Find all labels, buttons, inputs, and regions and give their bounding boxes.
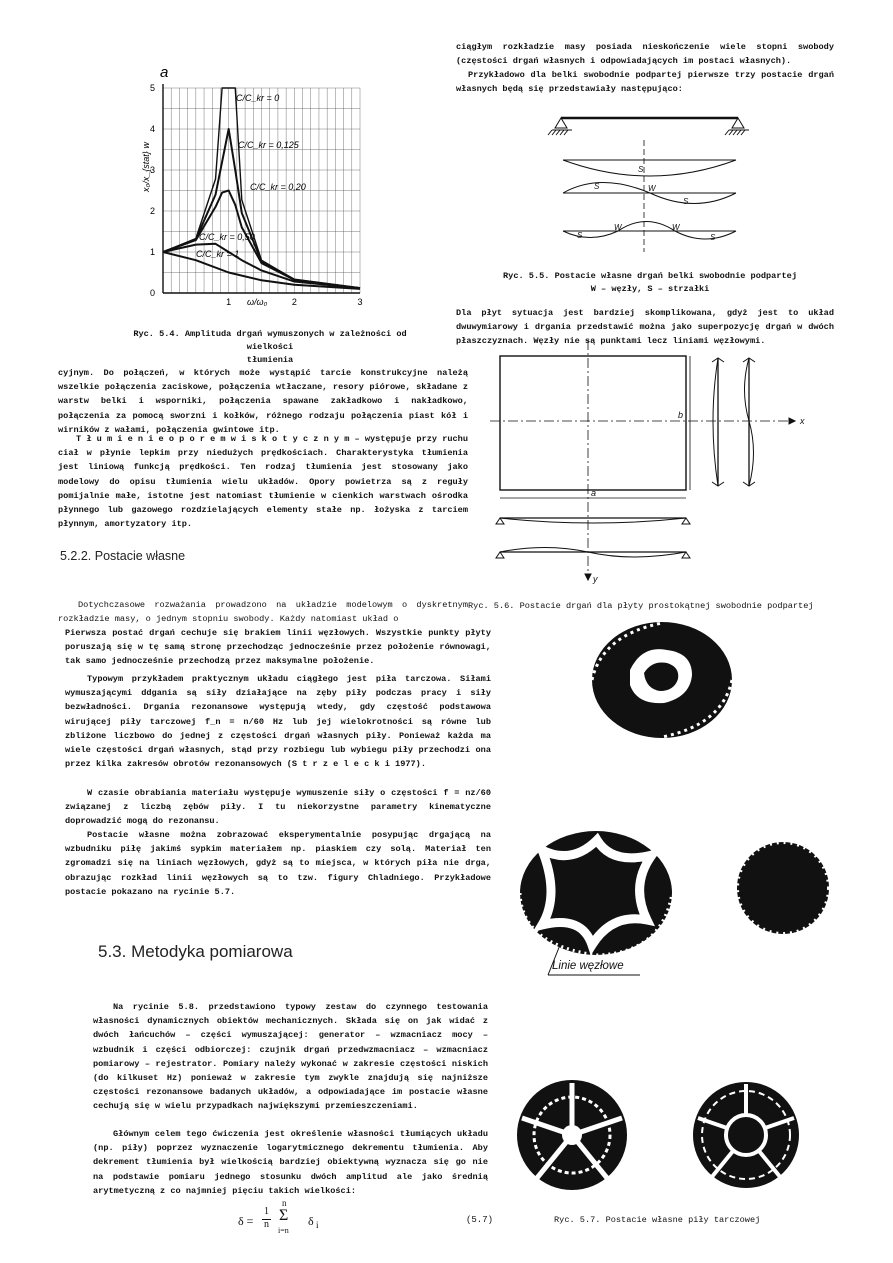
beam-label-w3: W xyxy=(672,223,680,232)
plate-label-x: x xyxy=(800,416,805,426)
nodal-lines-label: Linie węzłowe xyxy=(552,960,624,972)
x-tick-label: 3 xyxy=(357,297,363,307)
right-para-1: ciągłym rozkładzie masy posiada nieskończenie wiele stopni swobody (częstości drgań własnych i odpowiadających im postaci własnych). xyxy=(456,42,834,67)
eq-term: δ xyxy=(308,1214,314,1228)
right-para-2: Przykładowo dla belki swobodnie podpartej pierwsze trzy postacie drgań własnych będą się przedstawiały następująco: xyxy=(456,70,834,95)
y-tick-label: 4 xyxy=(149,124,155,134)
left-para-2: T ł u m i e n i e o p o r e m w i s k o t y c z n y m – występuje przy ruchu ciał w płynie lepkim przy niedużych prędkościach. Charakterystyka tłumienia jest liniową funkcją prędkości. Ten rodzaj tłumienia jest stosowany jako modelowy do opisu tłumienia wielu układów. Opory powietrza są z reguły pomijalnie małe, istotne jest natomiast tłumienie w cienkich warstwach ośrodka płynnego lub gazowego rozdzielających elementy stałe np. łożyska z tarciem płynnym, amortyzatory itp. xyxy=(58,434,468,530)
plate-label-y: y xyxy=(593,574,598,584)
eq-sum-bot: i=n xyxy=(278,1226,289,1235)
left-para-3: Dotychczasowe rozważania prowadzono na układzie modelowym o dyskretnym rozkładzie masy, o jednym stopniu swobody. Każdy natomiast układ o xyxy=(58,600,468,625)
fig54-caption: Ryc. 5.4. Amplituda drgań wymuszonych w zależności od wielkości tłumienia xyxy=(133,329,407,365)
curve-label-0125: C/C_kr = 0,125 xyxy=(238,140,299,150)
chart-ylabel-a: a xyxy=(160,64,169,81)
x-tick-label: 2 xyxy=(291,297,297,307)
y-tick-label: 0 xyxy=(149,288,155,298)
left-para-6: W czasie obrabiania materiału występuje wymuszenie siły o częstości f = nz/60 związanej z liczbą zębów piły. I tu niekorzystne parametry kinematyczne doprowadzić mogą do rezonansu. xyxy=(65,788,491,827)
y-tick-label: 1 xyxy=(149,247,155,257)
left-para-9: Głównym celem tego ćwiczenia jest określenie własności tłumiących układu (np. piły) poprzez wyznaczenie logarytmicznego dekrementu tłumienia. Aby dekrement tłumienia był wielkością bardziej obiektywną wyznacza się go nie na podstawie pomiaru jednego stosunku dwóch amplitud ale jako średnią arytmetyczną z co najmniej pięciu takich wielkości: xyxy=(93,1129,488,1196)
plate-label-a: a xyxy=(591,488,597,498)
left-para-5: Typowym przykładem praktycznym układu ciągłego jest piła tarczowa. Siłami wymuszającymi ddgania są siły działające na zęby piły podczas pracy i siły bezwładności. Drgania rezonansowe występują wtedy, gdy częstość podstawowa wirującej piły tarczowej f_n = n/60 Hz lub jej wielokrotności są równe lub zbliżone liczbowo do jednej z częstości drgań własnych piły. Ponieważ każda ma wiele częstości drgań własnych, stąd przy rozbiegu lub wybiegu piły przechodzi ona przez kilka zakresów obrotów rezonansowych (S t r z e l e c k i 1977). xyxy=(65,674,491,770)
eq-frac-den: n xyxy=(264,1219,269,1230)
left-para-8: Na rycinie 5.8. przedstawiono typowy zestaw do czynnego testowania własności dynamicznych obiektów mechanicznych. Składa się on jak widać z dwóch łańcuchów – części wymuszającej: generator – wzmacniacz mocy – wzbudnik i części odbiorczej: czujnik drgań przedwzmacniacz – wzmacniacz pomiarowy – rejestrator. Pomiary należy wykonać w zakresie częstości niskich (do kilkuset Hz) ponieważ w zakresie tym zwykle znajdują się najniższe częstości rezonansowe badanych układów, a odpowiadające im postacie własne cechują się w wielu przypadkach największymi przemieszczeniami. xyxy=(93,1002,488,1112)
eq-sum: Σ xyxy=(279,1207,289,1224)
fig56-caption: Ryc. 5.6. Postacie drgań dla płyty prostokątnej swobodnie podpartej xyxy=(468,601,814,611)
eq-frac-num: 1 xyxy=(264,1206,269,1217)
eq-lhs: δ = xyxy=(238,1214,257,1228)
beam-label-w2: W xyxy=(614,223,622,232)
plate-label-b: b xyxy=(678,410,684,420)
left-para-4: Pierwsza postać drgań cechuje się brakiem linii węzłowych. Wszystkie punkty płyty poruszają się w tę samą stronę przechodząc jednocześnie przez położenie równowagi, tak samo jednocześnie przechodzą przez maksymalne położenie. xyxy=(65,628,491,667)
curve-label-050: C/C_kr = 0,50 xyxy=(199,232,255,242)
left-para-1: cyjnym. Do połączeń, w których może wystąpić tarcie konstrukcyjne należą wszelkie połączenia zaciskowe, połączenia wtłaczane, resory piórowe, składane z warstw belki i wsporniki, połączenia spawane zakładkowo i nakładkowo, połączenia za pomocą sworzni i kołków, różnego rodzaju połączenia piast kół i wirników z wałami, połączenia gwintowe itp. xyxy=(58,368,468,435)
beam-label-s2: S xyxy=(594,182,600,191)
chart-yaxis-title: x₀/x_{stat} w xyxy=(141,142,151,192)
fig57-caption: Ryc. 5.7. Postacie własne piły tarczowej xyxy=(554,1215,761,1225)
equation-number: (5.7) xyxy=(466,1215,494,1225)
saw-disc-4 xyxy=(517,1080,627,1190)
chart-xaxis-title: ω/ω₀ xyxy=(247,297,268,307)
y-tick-label: 3 xyxy=(149,165,155,175)
beam-label-s3: S xyxy=(683,197,689,206)
curve-label-0: C/C_kr = 0 xyxy=(236,93,280,103)
beam-label-s1: S xyxy=(638,165,644,174)
right-para-3: Dla płyt sytuacja jest bardziej skomplikowana, gdyż jest to układ dwuwymiarowy i drgania przedstawić można jako superpozycję drgań w dwóch płaszczyznach. Węzły nie są punktami lecz liniami węzłowymi. xyxy=(456,308,834,347)
curve-label-020: C/C_kr = 0,20 xyxy=(250,182,306,192)
beam-label-w1: W xyxy=(648,184,656,193)
y-tick-label: 5 xyxy=(149,83,155,93)
curve-label-1: C/C_kr = 1 xyxy=(196,249,240,259)
saw-disc-5 xyxy=(693,1082,799,1188)
left-para-7: Postacie własne można zobrazować eksperymentalnie posypując drgającą na wzbudniku piłę jakimś sypkim materiałem np. piaskiem czy solą. Materiał ten zgromadzi się na liniach węzłowych, gdyż są to miejsca, w których piła nie drga, obrazując rozkład linii węzłowych są to tzw. figury Chladniego. Przykładowe postacie pokazano na rycinie 5.7. xyxy=(65,830,491,897)
section-heading-53: 5.3. Metodyka pomiarowa xyxy=(98,942,293,961)
x-tick-label: 1 xyxy=(226,297,232,307)
eq-sum-top: n xyxy=(282,1198,287,1208)
beam-label-s4: S xyxy=(577,231,583,240)
beam-label-s5: S xyxy=(710,233,716,242)
fig55-caption: Ryc. 5.5. Postacie własne drgań belki swobodnie podpartej W – węzły, S – strzałki xyxy=(503,271,797,294)
section-heading-522: 5.2.2. Postacie własne xyxy=(60,549,186,563)
chladni-photo-4 xyxy=(512,1078,632,1193)
eq-sub: i xyxy=(316,1220,319,1230)
y-tick-label: 2 xyxy=(149,206,155,216)
chladni-photo-5 xyxy=(689,1080,804,1190)
